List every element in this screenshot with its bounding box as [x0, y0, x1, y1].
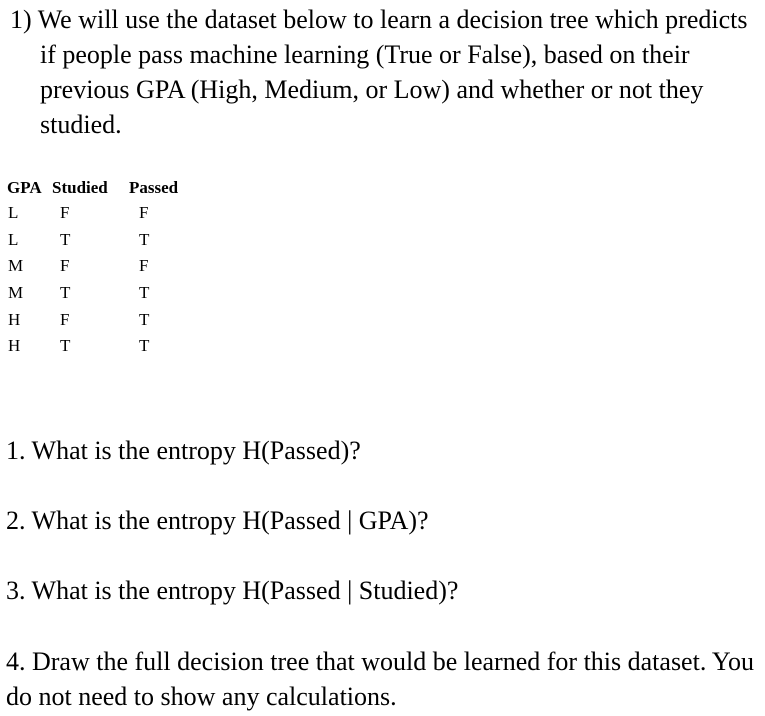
header-passed: Passed: [129, 178, 179, 197]
table-row: [7, 333, 181, 360]
cell-studied: T: [60, 336, 71, 356]
cell-gpa: M: [8, 256, 24, 276]
table-row: [7, 227, 181, 254]
cell-gpa: H: [8, 309, 21, 329]
cell-studied: T: [60, 283, 71, 303]
cell-studied: F: [60, 203, 70, 223]
table-row: [7, 280, 181, 307]
header-studied: Studied: [52, 178, 108, 197]
cell-gpa: L: [8, 229, 19, 249]
cell-passed: T: [139, 336, 150, 356]
table-row: [7, 200, 181, 227]
cell-passed: T: [139, 283, 150, 303]
problem-number: 1): [10, 5, 32, 34]
cell-passed: F: [139, 203, 149, 223]
problem-body: We will use the dataset below to learn a decision tree which predicts if people pass machine learning (True or False), based on their previous GPA (High, Medium, or Low) and whether or not they studied.: [37, 5, 748, 139]
dataset-table: [7, 176, 181, 360]
cell-gpa: M: [8, 283, 24, 303]
table-row: [7, 306, 181, 333]
question-entropy-passed-given-studied: 3. What is the entropy H(Passed | Studied)?: [6, 576, 459, 605]
question-entropy-passed-given-gpa: 2. What is the entropy H(Passed | GPA)?: [6, 506, 429, 535]
header-gpa: GPA: [7, 178, 42, 197]
cell-passed: T: [139, 309, 150, 329]
cell-passed: T: [139, 229, 150, 249]
cell-passed: F: [139, 256, 149, 276]
table-row: [7, 253, 181, 280]
question-entropy-passed: 1. What is the entropy H(Passed)?: [6, 436, 361, 465]
table-header-row: [7, 176, 181, 200]
cell-studied: F: [60, 309, 70, 329]
cell-gpa: H: [8, 336, 21, 356]
cell-gpa: L: [8, 203, 19, 223]
cell-studied: T: [60, 229, 71, 249]
question-draw-decision-tree: 4. Draw the full decision tree that would be learned for this dataset. You do not need to show any calculations.: [6, 647, 755, 711]
cell-studied: F: [60, 256, 70, 276]
problem-text: [10, 2, 760, 142]
problem-statement: [10, 2, 760, 142]
